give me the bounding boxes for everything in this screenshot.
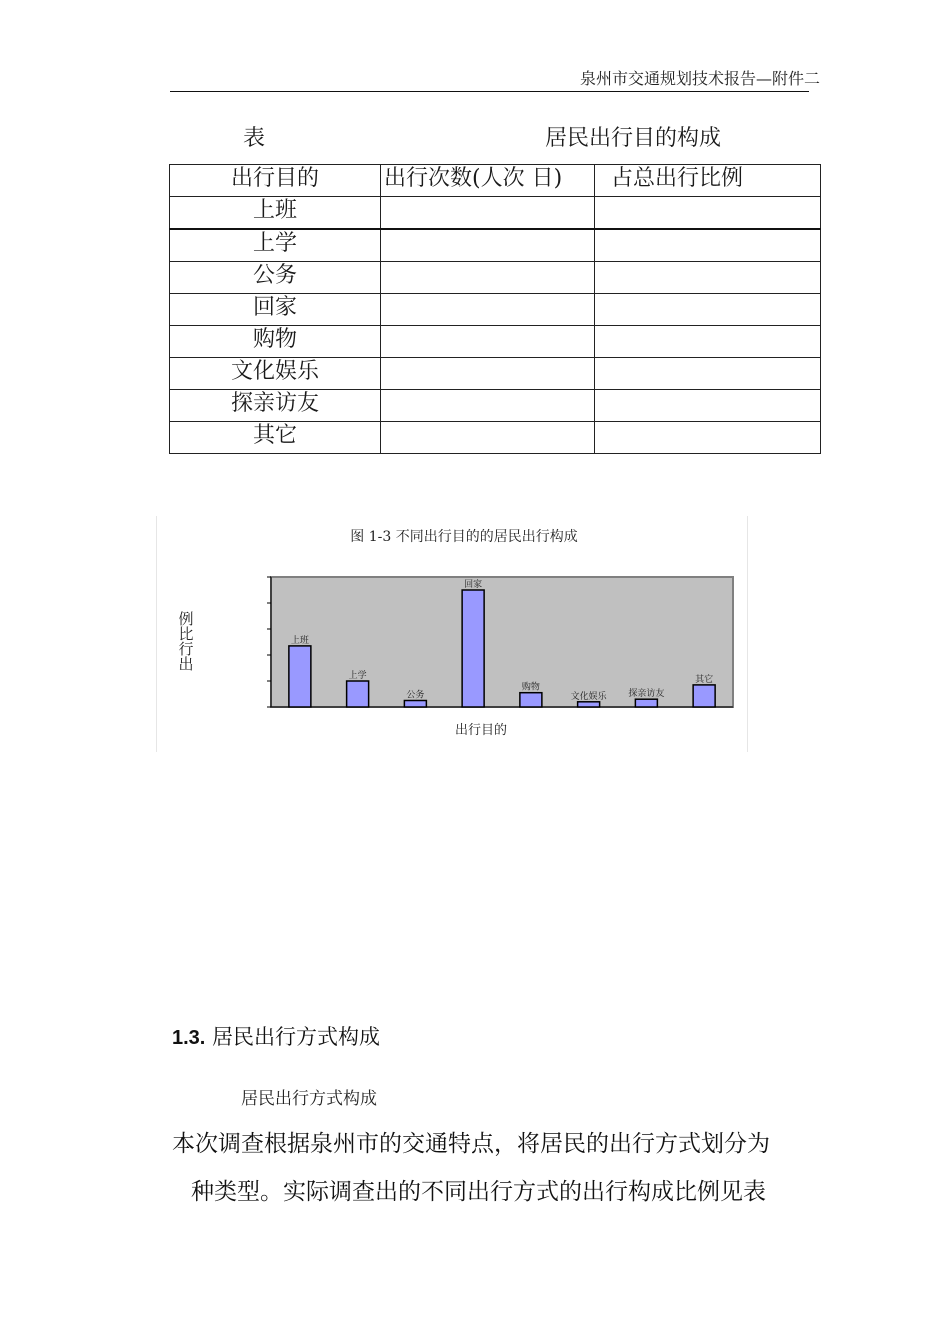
- table-row: [170, 197, 821, 230]
- ratio-cell: [595, 390, 821, 422]
- bar-8: [693, 685, 715, 707]
- bar-4: [462, 590, 484, 707]
- ratio-cell: [595, 358, 821, 390]
- ratio-cell: [595, 262, 821, 294]
- purpose-cell: 其它: [170, 422, 381, 454]
- column-header-trips: 出行次数(人次 日): [381, 165, 595, 197]
- bar-3: [404, 701, 426, 708]
- header-rule: [170, 91, 809, 92]
- purpose-cell: 公务: [170, 262, 381, 294]
- ratio-cell: [595, 326, 821, 358]
- trip-purpose-table: [169, 164, 821, 454]
- bar-5: [520, 693, 542, 707]
- bar-data-label: 文化娱乐: [570, 691, 607, 702]
- table-caption-title: 居民出行目的构成: [545, 126, 722, 151]
- trips-cell: [381, 390, 595, 422]
- table-row: [170, 422, 821, 454]
- bar-data-label: 上学: [348, 671, 367, 681]
- chart-container: [156, 516, 748, 752]
- table-row: [170, 294, 821, 326]
- chart-title: 图 1-3 不同出行目的的居民出行构成: [350, 529, 578, 545]
- bar-data-label: 公务: [406, 690, 425, 701]
- sub-caption: 居民出行方式构成: [241, 1089, 377, 1109]
- y-axis-label-char: 出: [178, 655, 194, 673]
- bar-data-label: 探亲访友: [628, 689, 665, 700]
- section-number: 1.3.: [172, 1027, 206, 1049]
- chart-x-axis-label: 出行目的: [454, 723, 507, 738]
- table-row: [170, 390, 821, 422]
- trips-cell: [381, 326, 595, 358]
- table-row: [170, 262, 821, 294]
- ratio-cell: [595, 294, 821, 326]
- trips-cell: [381, 229, 595, 262]
- trips-cell: [381, 358, 595, 390]
- purpose-cell: 购物: [170, 326, 381, 358]
- purpose-cell: 回家: [170, 294, 381, 326]
- purpose-cell: 文化娱乐: [170, 358, 381, 390]
- table-caption-prefix: 表: [243, 126, 266, 151]
- bar-data-label: 购物: [521, 682, 540, 693]
- table-row: [170, 229, 821, 262]
- y-axis-label-char: 例: [178, 610, 194, 628]
- bar-6: [578, 702, 600, 707]
- page-header: 泉州市交通规划技术报告—附件二: [579, 69, 820, 88]
- plot-area: [271, 577, 733, 707]
- purpose-cell: 上班: [170, 197, 381, 230]
- paragraph-line: 本次调查根据泉州市的交通特点，将居民的出行方式划分为: [172, 1131, 770, 1157]
- trips-cell: [381, 262, 595, 294]
- table-row: [170, 358, 821, 390]
- trips-cell: [381, 422, 595, 454]
- purpose-cell: 上学: [170, 229, 381, 262]
- bar-data-label: 回家: [464, 580, 483, 590]
- trips-cell: [381, 197, 595, 230]
- y-axis-label-char: 行: [178, 640, 194, 658]
- column-header-ratio: 占总出行比例: [595, 165, 821, 197]
- ratio-cell: [595, 197, 821, 230]
- bar-1: [289, 646, 311, 707]
- bar-data-label: 上班: [290, 635, 309, 646]
- y-axis-label-char: 比: [178, 625, 194, 643]
- ratio-cell: [595, 229, 821, 262]
- bar-2: [347, 681, 369, 707]
- table-row: [170, 326, 821, 358]
- paragraph-line: 种类型。实际调查出的不同出行方式的出行构成比例见表: [191, 1179, 766, 1205]
- ratio-cell: [595, 422, 821, 454]
- table-header-row: [170, 165, 821, 197]
- bar-data-label: 其它: [695, 674, 714, 685]
- bar-7: [635, 699, 657, 707]
- purpose-cell: 探亲访友: [170, 390, 381, 422]
- bar-chart: [157, 516, 747, 752]
- column-header-purpose: 出行目的: [170, 165, 381, 197]
- trips-cell: [381, 294, 595, 326]
- section-title: 居民出行方式构成: [212, 1025, 381, 1049]
- section-heading: [172, 1021, 380, 1051]
